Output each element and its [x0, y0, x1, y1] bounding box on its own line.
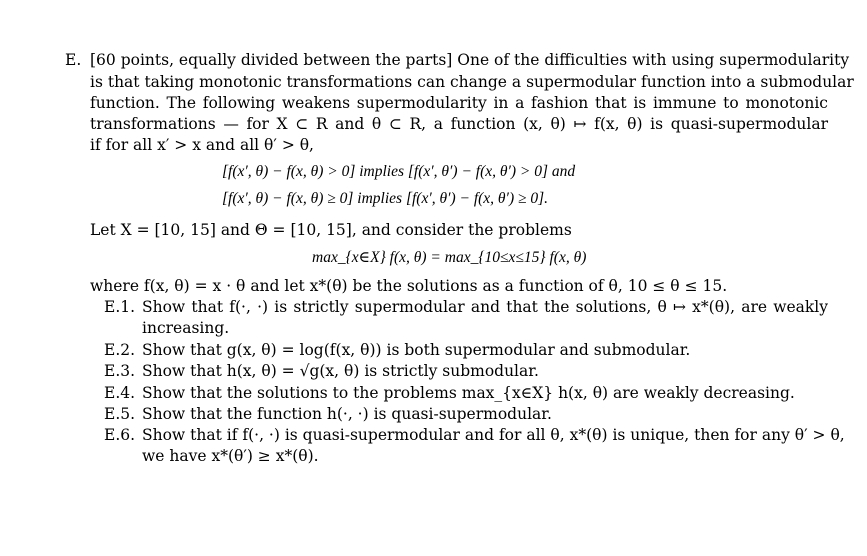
part-e6-line-2: we have x*(θ′) ≥ x*(θ). — [142, 447, 319, 465]
condition-line-2: [f(x′, θ) − f(x, θ) ≥ 0] implies [f(x′, θ′) − f(x, θ′) ≥ 0]. — [222, 190, 549, 207]
part-e5-line-1: Show that the function h(·, ·) is quasi-supermodular. — [142, 405, 552, 423]
intro-line-5: if for all x′ > x and all θ′ > θ, — [90, 136, 314, 154]
part-e6-label: E.6. — [104, 426, 136, 444]
where-line: where f(x, θ) = x · θ and let x*(θ) be the solutions as a function of θ, 10 ≤ θ ≤ 15. — [90, 277, 728, 295]
intro-line-4: transformations — for X ⊂ R and θ ⊂ R, a function (x, θ) ↦ f(x, θ) is quasi-supermodular — [90, 115, 828, 133]
intro-line-2: is that taking monotonic transformations can change a supermodular function into a submodular — [90, 73, 854, 91]
part-e5-label: E.5. — [104, 405, 136, 423]
intro-line-1: [60 points, equally divided between the parts] One of the difficulties with using supermodularity — [90, 51, 850, 69]
part-e2-label: E.2. — [104, 341, 136, 359]
part-e3-line-1: Show that h(x, θ) = √g(x, θ) is strictly submodular. — [142, 362, 539, 380]
problem-label: E. — [65, 51, 82, 69]
part-e3-label: E.3. — [104, 362, 136, 380]
intro-line-3: function. The following weakens supermodularity in a fashion that is immune to monotonic — [90, 94, 828, 112]
part-e2-line-1: Show that g(x, θ) = log(f(x, θ)) is both supermodular and submodular. — [142, 341, 691, 359]
part-e4-line-1: Show that the solutions to the problems max_{x∈X} h(x, θ) are weakly decreasing. — [142, 384, 795, 402]
part-e1-label: E.1. — [104, 298, 136, 316]
part-e6-line-1: Show that if f(·, ·) is quasi-supermodular and for all θ, x*(θ) is unique, then for any θ′ > θ, — [142, 426, 845, 444]
condition-line-1: [f(x′, θ) − f(x, θ) > 0] implies [f(x′, θ′) − f(x, θ′) > 0] and — [222, 163, 576, 180]
let-line: Let X = [10, 15] and Θ = [10, 15], and consider the problems — [90, 221, 572, 239]
part-e1-line-2: increasing. — [142, 319, 230, 337]
part-e4-label: E.4. — [104, 384, 136, 402]
max-problem: max_{x∈X} f(x, θ) = max_{10≤x≤15} f(x, θ) — [312, 249, 587, 266]
part-e1-line-1: Show that f(·, ·) is strictly supermodular and that the solutions, θ ↦ x*(θ), are weakly — [142, 298, 828, 316]
